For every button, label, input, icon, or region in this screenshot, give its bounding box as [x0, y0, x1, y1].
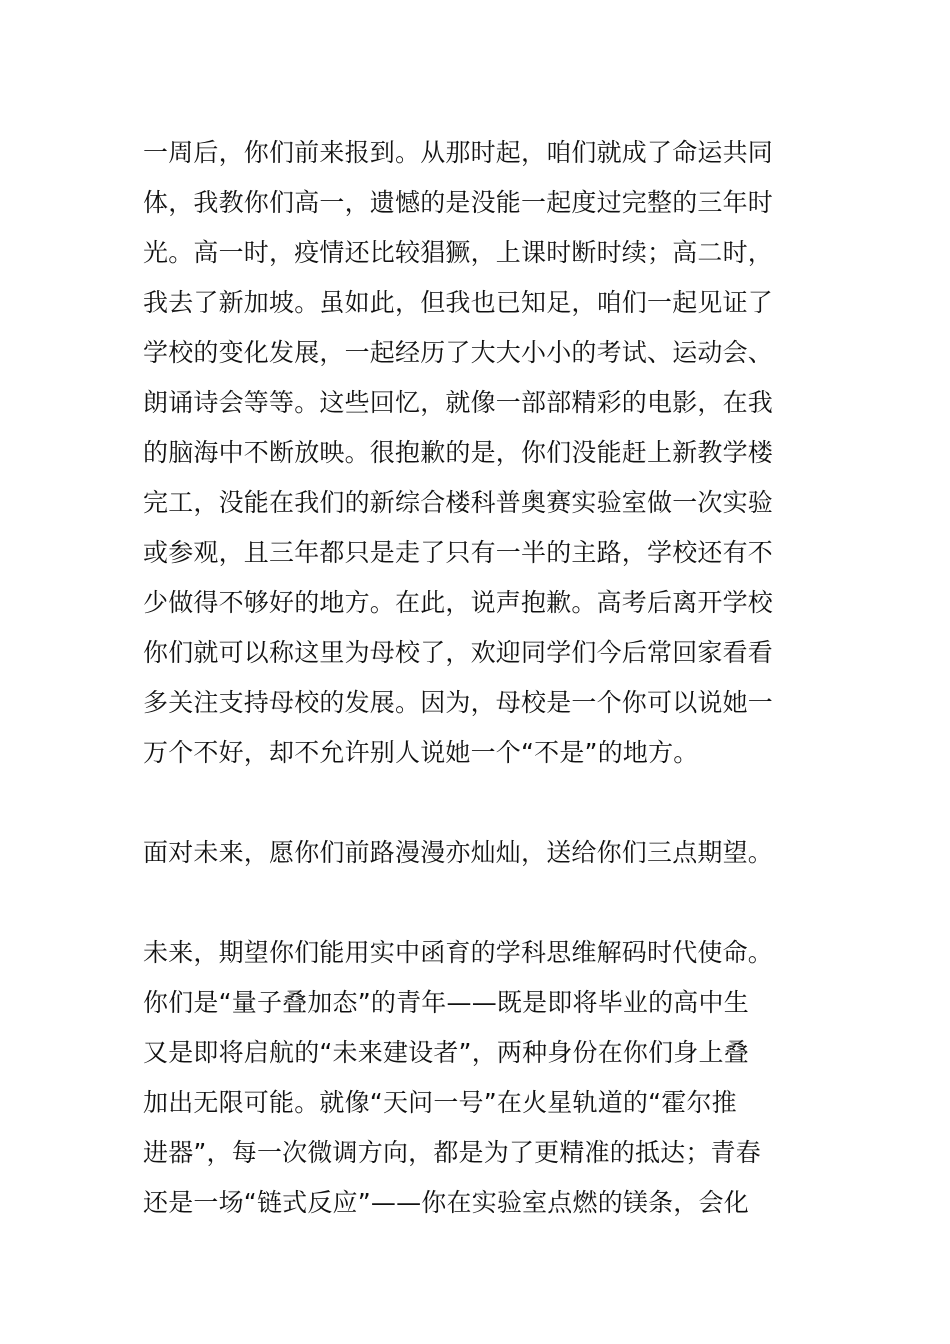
paragraph-1 [143, 128, 813, 778]
text-line: 还是一场“链式反应”——你在实验室点燃的镁条，会化 [143, 1188, 749, 1217]
document-body [143, 128, 813, 1228]
text-line: 少做得不够好的地方。在此，说声抱歉。高考后离开学校 [143, 588, 774, 617]
paragraph-3 [143, 928, 813, 1228]
text-line: 加出无限可能。就像“天问一号”在火星轨道的“霍尔推 [143, 1088, 737, 1117]
text-line: 或参观，且三年都只是走了只有一半的主路，学校还有不 [143, 538, 774, 567]
text-line: 一周后，你们前来报到。从那时起，咱们就成了命运共同 [143, 138, 774, 167]
text-line: 万个不好，却不允许别人说她一个“不是”的地方。 [143, 738, 699, 767]
text-line: 你们就可以称这里为母校了，欢迎同学们今后常回家看看 [143, 638, 774, 667]
text-line: 我去了新加坡。虽如此，但我也已知足，咱们一起见证了 [143, 288, 774, 317]
text-line: 完工，没能在我们的新综合楼科普奥赛实验室做一次实验 [143, 488, 774, 517]
paragraph-spacer [143, 878, 813, 928]
paragraph-spacer [143, 778, 813, 828]
text-line: 学校的变化发展，一起经历了大大小小的考试、运动会、 [143, 338, 774, 367]
text-line: 光。高一时，疫情还比较猖獗，上课时断时续；高二时， [143, 238, 774, 267]
text-line: 进器”，每一次微调方向，都是为了更精准的抵达；青春 [143, 1138, 761, 1167]
text-line: 面对未来，愿你们前路漫漫亦灿灿，送给你们三点期望。 [143, 838, 774, 867]
text-line: 朗诵诗会等等。这些回忆，就像一部部精彩的电影，在我 [143, 388, 774, 417]
text-line: 多关注支持母校的发展。因为，母校是一个你可以说她一 [143, 688, 774, 717]
text-line: 又是即将启航的“未来建设者”，两种身份在你们身上叠 [143, 1038, 749, 1067]
text-line: 未来，期望你们能用实中函育的学科思维解码时代使命。 [143, 938, 774, 967]
text-line: 体，我教你们高一，遗憾的是没能一起度过完整的三年时 [143, 188, 774, 217]
paragraph-2 [143, 828, 813, 878]
text-line: 的脑海中不断放映。很抱歉的是，你们没能赶上新教学楼 [143, 438, 774, 467]
text-line: 你们是“量子叠加态”的青年——既是即将毕业的高中生 [143, 988, 749, 1017]
